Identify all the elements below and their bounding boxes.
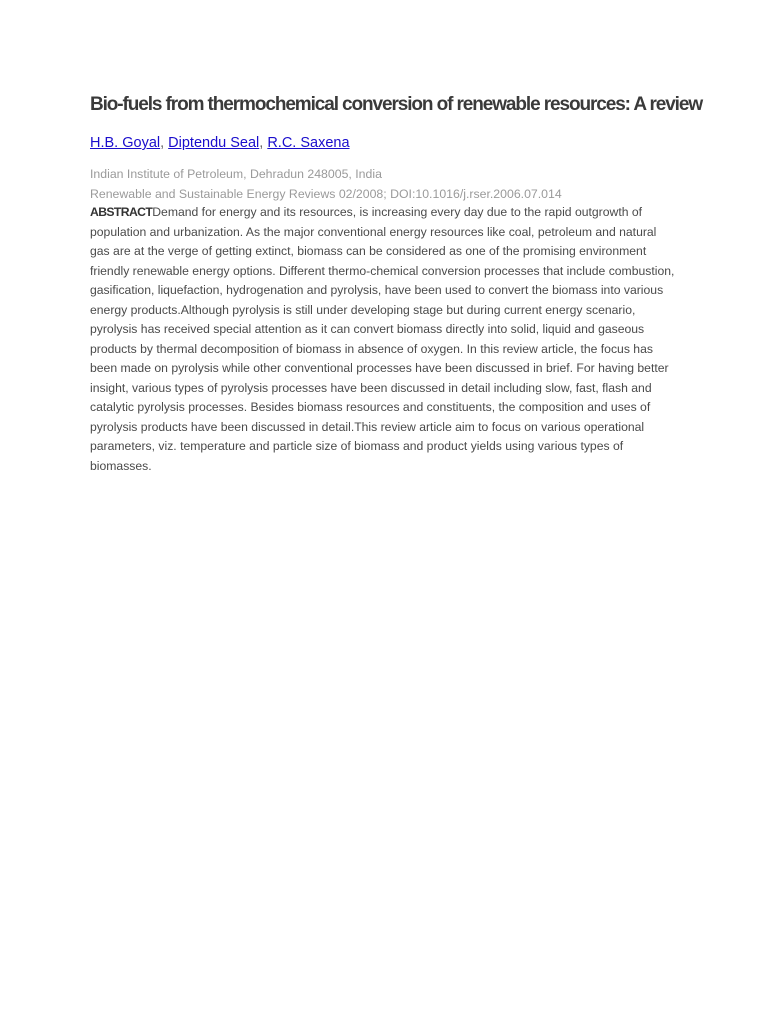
abstract-label: ABSTRACT (90, 205, 153, 219)
abstract (90, 203, 678, 476)
author-link-saxena[interactable]: R.C. Saxena (267, 135, 350, 151)
affiliation: Indian Institute of Petroleum, Dehradun 248005, India (90, 167, 382, 181)
abstract-text: Demand for energy and its resources, is increasing every day due to the rapid outgrowth of population and urbanization. As the major conventional energy resources like coal, petroleum and natural gas are at the verge of getting extinct, biomass can be considered as one of the promising environment friendly renewable energy options. Different thermo-chemical conversion processes that include combustion, gasification, liquefaction, hydrogenation and pyrolysis, have been used to convert the biomass into various energy products.Although pyrolysis is still under developing stage but during current energy scenario, pyrolysis has received special attention as it can convert biomass directly into solid, liquid and gaseous products by thermal decomposition of biomass in absence of oxygen. In this review article, the focus has been made on pyrolysis while other conventional processes have been discussed in brief. For having better insight, various types of pyrolysis processes have been discussed in detail including slow, fast, flash and catalytic pyrolysis processes. Besides biomass resources and constituents, the composition and uses of pyrolysis products have been discussed in detail.This review article aim to focus on various operational parameters, viz. temperature and particle size of biomass and product yields using various types of biomasses. (90, 205, 675, 473)
author-separator: , (160, 135, 165, 151)
author-link-goyal[interactable]: H.B. Goyal (90, 135, 161, 151)
journal-info: Renewable and Sustainable Energy Reviews 02/2008; DOI:10.1016/j.rser.2006.07.014 (90, 187, 562, 201)
author-link-seal[interactable]: Diptendu Seal (168, 135, 260, 151)
author-separator: , (259, 135, 264, 151)
article-title: Bio-fuels from thermochemical conversion of renewable resources: A review (90, 94, 703, 115)
author-list (90, 132, 350, 154)
